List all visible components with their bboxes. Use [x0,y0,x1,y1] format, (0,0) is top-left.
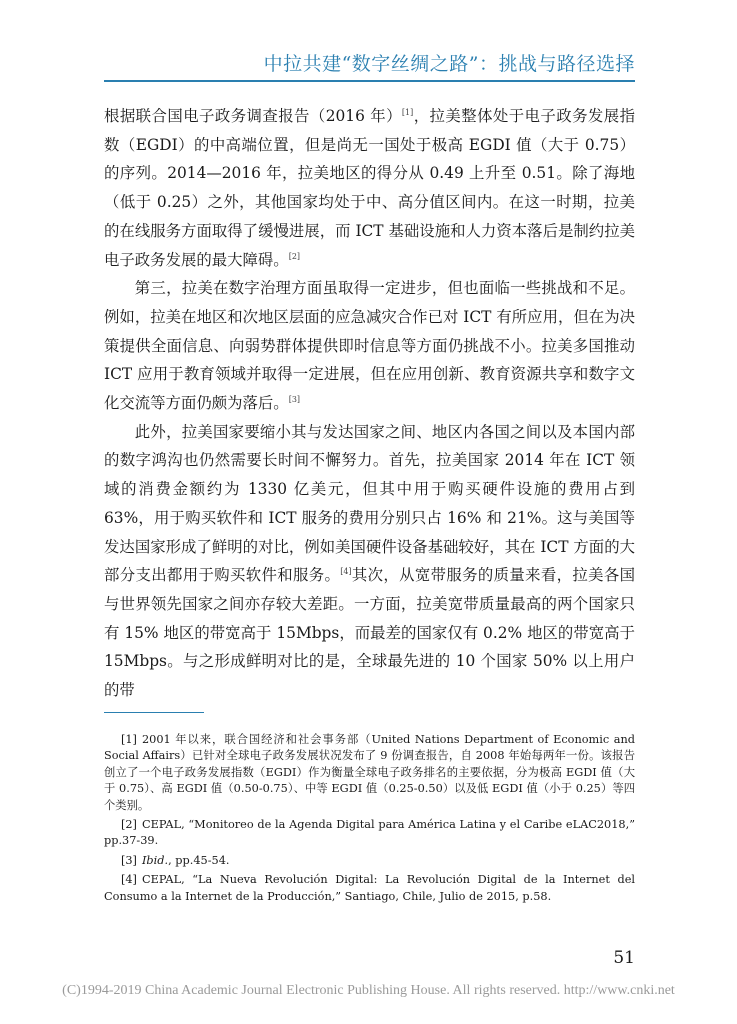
paragraph-2 [104,274,635,418]
footnote-separator [104,712,204,713]
footnote-number: [3] [120,853,137,867]
copyright-watermark: (C)1994-2019 China Academic Journal Electronic Publishing House. All rights reserved. http://www.cnki.net [62,983,675,998]
footnote-ref-1[interactable]: [1] [401,108,414,117]
footnote-ref-4[interactable]: [4] [340,567,352,577]
paragraph-text: ，拉美整体处于电子政务发展指数（EGDI）的中高端位置，但是尚无一国处于极高 EGDI 值（大于 0.75）的序列。2014—2016 年，拉美地区的得分从 0.49 上升至 0.51。除了海地（低于 0.25）之外，其他国家均处于中、高分值区间内。在这一时期，拉美的在线服务方面取得了缓慢进展，而 ICT 基础设施和人力资本落后是制约拉美电子政务发展的最大障碍。 [104,107,635,269]
footnote-text: CEPAL, “La Nueva Revolución Digital: La Revolución Digital de la Internet del Consumo a la Internet de la Producción,” Santiago, Chile, Julio de 2015, p.58. [104,873,635,903]
footnote-ref-2[interactable]: [2] [288,251,301,261]
footnote-3 [104,853,635,869]
footnote-text: CEPAL, “Monitoreo de la Agenda Digital para América Latina y el Caribe eLAC2018,” pp.37-39. [104,818,635,848]
footnote-1 [104,732,635,814]
footnote-2 [104,817,635,850]
main-text [104,102,635,705]
footnote-4 [104,872,635,905]
footnote-text: 2001 年以来，联合国经济和社会事务部（United Nations Department of Economic and Social Affairs）已针对全球电子政务发展状况发布了 9 份调查报告，自 2008 年始每两年一份。该报告创立了一个电子政务发展指数（EGDI）作为衡量全球电子政务排名的主要依据，分为极高 EGDI 值（大于 0.75）、高 EGDI 值（0.50-0.75）、中等 EGDI 值（0.25-0.50）以及低 EGDI 值（小于 0.25）等四个类别。 [104,733,635,812]
paragraph-1 [104,102,635,274]
header-rule [104,80,635,82]
footnote-ref-3[interactable]: [3] [288,395,301,405]
paragraph-3 [104,418,635,705]
page-number: 51 [613,948,635,968]
footnote-number: [4] [120,873,137,887]
footnote-ibid: Ibid. [141,853,169,867]
footnote-number: [1] [120,733,137,746]
paragraph-text: 此外，拉美国家要缩小其与发达国家之间、地区内各国之间以及本国内部的数字鸿沟也仍然需要长时间不懈努力。首先，拉美国家 2014 年在 ICT 领域的消费金额约为 1330 亿美元，但其中用于购买硬件设施的费用占到 63%，用于购买软件和 ICT 服务的费用分别只占 16% 和 21%。这与美国等发达国家形成了鲜明的对比，例如美国硬件设备基础较好，其在 ICT 方面的大部分支出都用于购买软件和服务。 [104,422,635,585]
footnote-number: [2] [120,818,137,832]
paragraph-text: 第三，拉美在数字治理方面虽取得一定进步，但也面临一些挑战和不足。例如，拉美在地区和次地区层面的应急减灾合作已对 ICT 有所应用，但在为决策提供全面信息、向弱势群体提供即时信息等方面仍挑战不小。拉美多国推动 ICT 应用于教育领域并取得一定进展，但在应用创新、教育资源共享和数字文化交流等方面仍颇为落后。 [104,279,635,413]
footnote-text: , pp.45-54. [168,853,230,867]
running-header-title: 中拉共建“数字丝绸之路”：挑战与路径选择 [263,53,635,75]
paragraph-text: 根据联合国电子政务调查报告（2016 年） [104,107,402,125]
paragraph-text: 其次，从宽带服务的质量来看，拉美各国与世界领先国家之间亦存较大差距。一方面，拉美宽带质量最高的两个国家只有 15% 地区的带宽高于 15Mbps，而最差的国家仅有 0.2% 地区的带宽高于 15Mbps。与之形成鲜明对比的是，全球最先进的 10 个国家 50% 以上用户的带 [104,566,635,700]
footnotes [104,732,635,908]
